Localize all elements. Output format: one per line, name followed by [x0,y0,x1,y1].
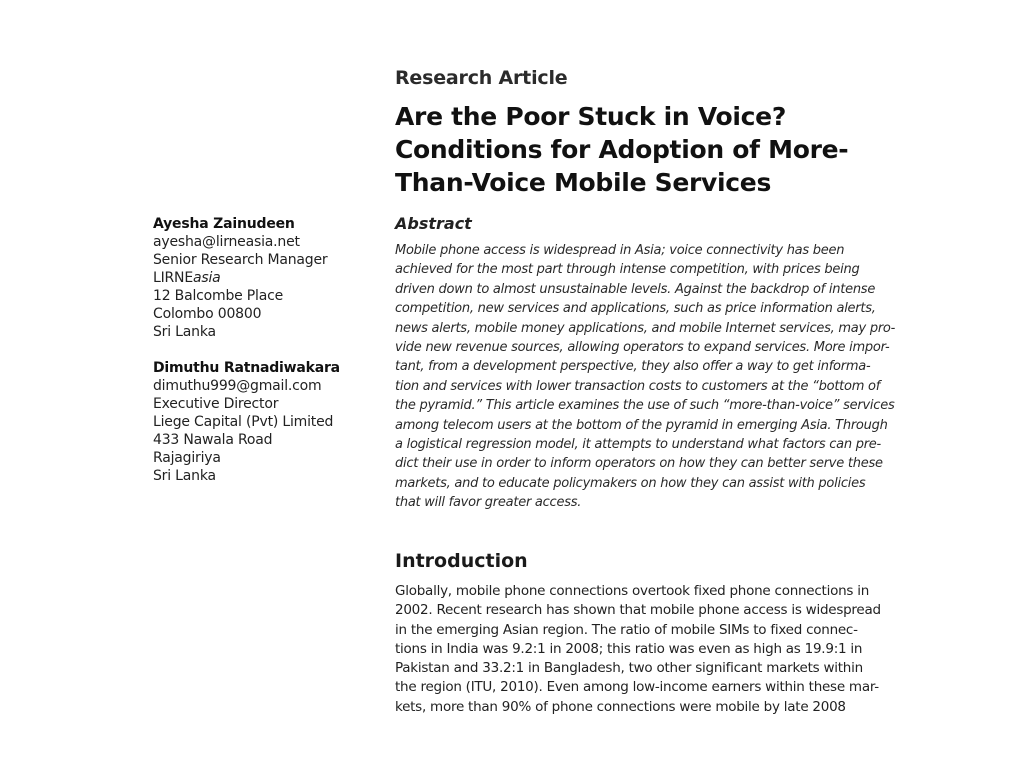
abstract-body [395,241,935,513]
author-address-line: Sri Lanka [153,468,216,484]
author-email[interactable]: dimuthu999@gmail.com [153,378,322,394]
abstract-line: dict their use in order to inform operators on how they can better serve these [395,456,883,472]
author-address-line: 433 Nawala Road [153,432,273,448]
author-position: Senior Research Manager [153,252,328,268]
abstract-heading: Abstract [395,214,472,233]
title-line: Are the Poor Stuck in Voice? [395,102,787,131]
author-email[interactable]: ayesha@lirneasia.net [153,234,300,250]
author-address-line: Sri Lanka [153,324,216,340]
org-suffix: asia [192,270,221,286]
abstract-line: among telecom users at the bottom of the pyramid in emerging Asia. Through [395,417,888,433]
abstract-line: tant, from a development perspective, they also offer a way to get informa- [395,359,871,375]
author-list [153,215,373,503]
abstract-line: the pyramid.” This article examines the use of such “more-than-voice” services [395,398,895,414]
introduction-heading: Introduction [395,550,528,572]
author-organization: Liege Capital (Pvt) Limited [153,414,334,430]
abstract-line: tion and services with lower transaction costs to customers at the “bottom of [395,378,881,394]
introduction-section [395,549,935,717]
section-label: Research Article [395,67,568,89]
title-line: Than-Voice Mobile Services [395,168,772,197]
abstract-line: news alerts, mobile money applications, and mobile Internet services, may pro- [395,320,896,336]
author-organization [153,269,373,287]
author-address-line: Rajagiriya [153,450,221,466]
introduction-line: kets, more than 90% of phone connections were mobile by late 2008 [395,698,846,715]
abstract-section [395,214,935,513]
introduction-line: in the emerging Asian region. The ratio of mobile SIMs to fixed connec- [395,621,858,638]
abstract-line: competition, new services and applications, such as price information alerts, [395,301,876,317]
author-name: Dimuthu Ratnadiwakara [153,360,340,376]
article-title [395,100,955,199]
abstract-line: a logistical regression model, it attempts to understand what factors can pre- [395,437,881,453]
abstract-line: that will favor greater access. [395,495,582,511]
introduction-line: the region (ITU, 2010). Even among low-income earners within these mar- [395,679,879,696]
abstract-line: Mobile phone access is widespread in Asia; voice connectivity has been [395,243,845,258]
introduction-line: Pakistan and 33.2:1 in Bangladesh, two other significant markets within [395,660,863,677]
introduction-line: Globally, mobile phone connections overtook fixed phone connections in [395,583,870,599]
introduction-line: tions in India was 9.2:1 in 2008; this ratio was even as high as 19.9:1 in [395,640,863,657]
abstract-line: markets, and to educate policymakers on how they can assist with policies [395,475,866,491]
introduction-line: 2002. Recent research has shown that mobile phone access is widespread [395,602,881,619]
author-position: Executive Director [153,396,279,412]
author-name: Ayesha Zainudeen [153,216,295,232]
abstract-line: vide new revenue sources, allowing operators to expand services. More impor- [395,340,890,356]
abstract-line: driven down to almost unsustainable levels. Against the backdrop of intense [395,281,876,297]
author-address-line: Colombo 00800 [153,306,262,322]
author-address-line: 12 Balcombe Place [153,288,284,304]
title-line: Conditions for Adoption of More- [395,135,849,164]
org-prefix: LIRNE [153,270,193,286]
author-block [153,359,373,485]
introduction-body [395,582,935,717]
abstract-line: achieved for the most part through intense competition, with prices being [395,262,860,278]
author-block [153,215,373,341]
